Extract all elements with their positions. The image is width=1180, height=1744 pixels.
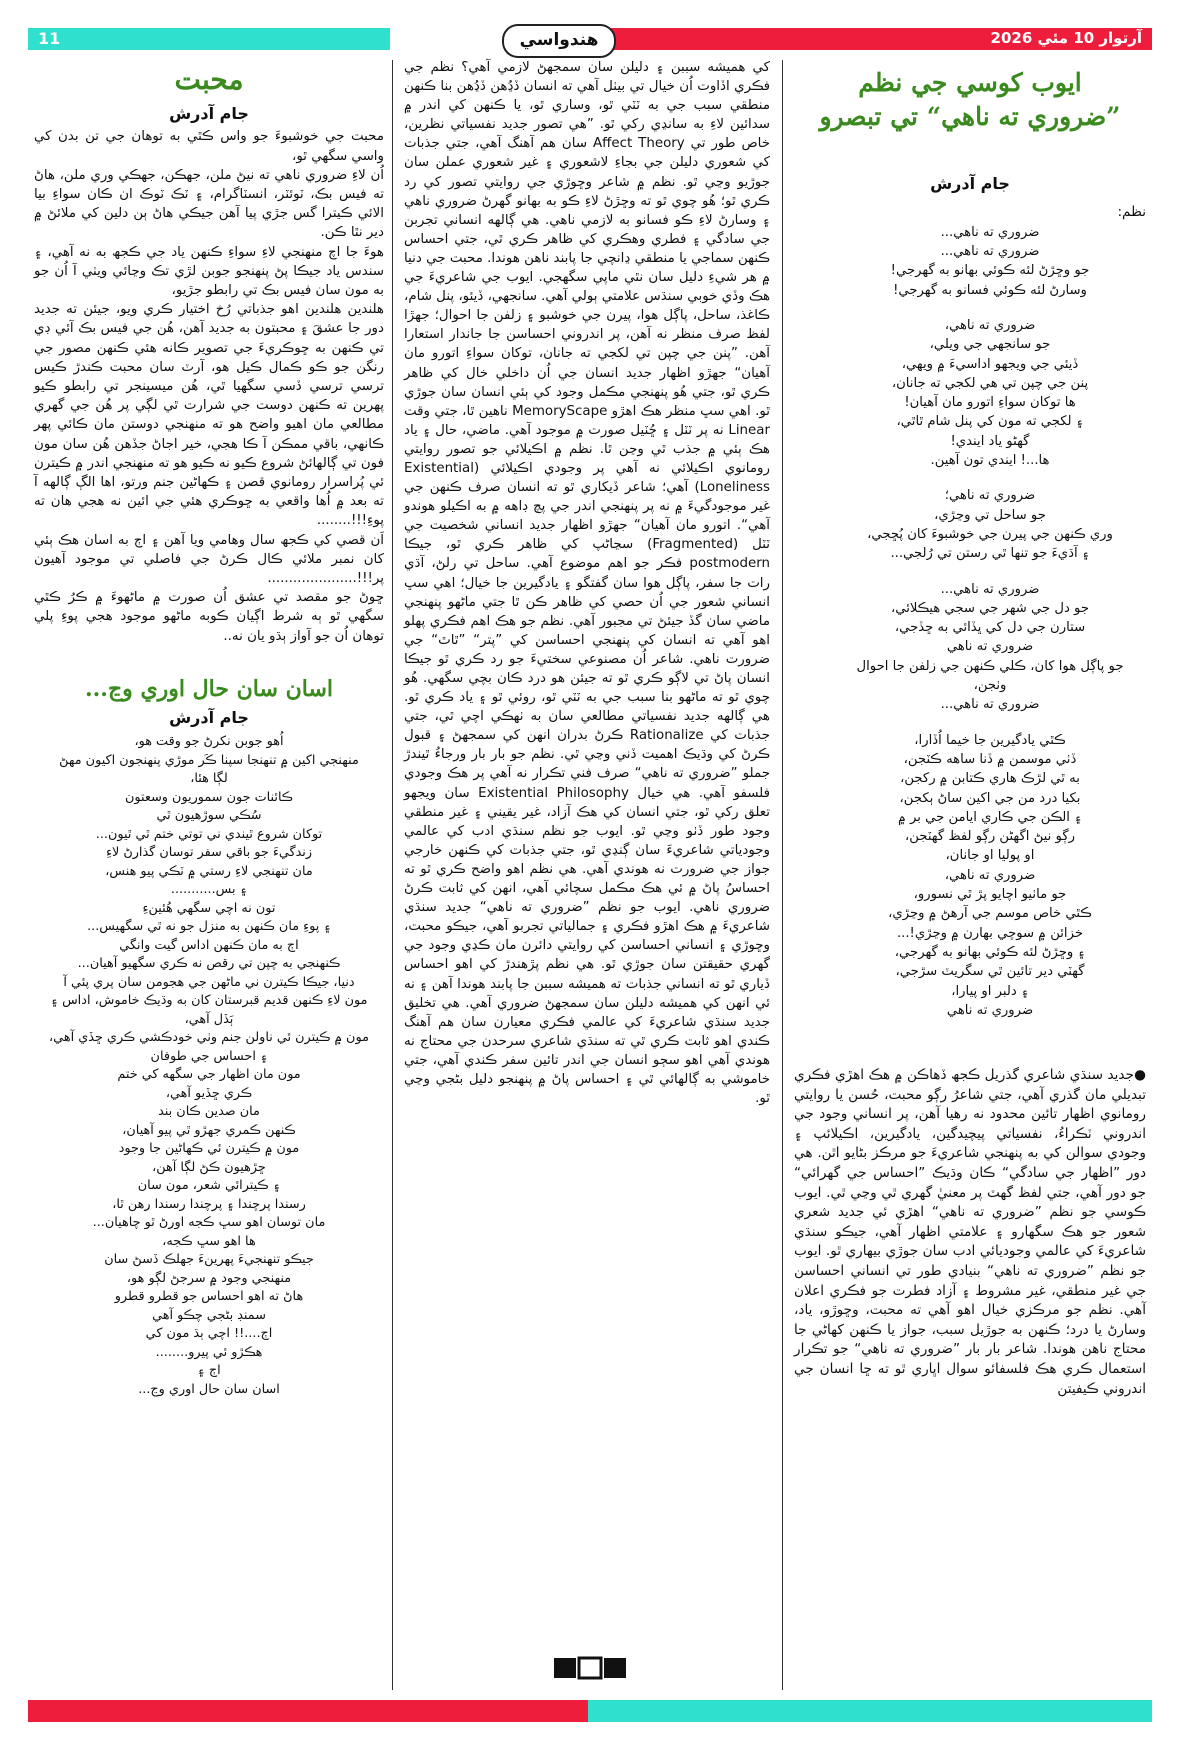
- poem: [794, 223, 1146, 1020]
- poem-line: مون لاءِ ڪنهن قديم قبرستان کان به وڌيڪ خاموش، اداس ۽: [50, 993, 368, 1009]
- poem-line: مان تنهنجي لاءِ رستي ۾ ٽڪي پيو هنس،: [105, 863, 313, 879]
- essay-body: [794, 1066, 1146, 1399]
- poem-line: اڄ ۽: [197, 1363, 221, 1379]
- poem-line: ۽ دلبر او پيارا،: [951, 983, 1029, 999]
- poem-line: مون مان اظهار جي سگهه کي ختم: [117, 1067, 301, 1083]
- poem-line: رسندا پرچندا ۽ پرچندا رسندا رهن ٿا،: [112, 1196, 306, 1212]
- paragraph: ●جديد سنڌي شاعري گذريل ڪجھ ڏهاڪن ۾ هڪ اهڙي فڪري تبديلي مان گذري آهي، جتي شاعرُ رڳو محبت، حُسن يا روايتي رومانوي اظهار تائين محدود نه رهيا آهن، پر انساني وجود جي اندروني ٽڪراءُ، نفسياتي پيچيدگين، يادگيرين، اڪيلائپ ۽ وجودي سوالن کي به پنهنجي شاعريءَ جو مرڪز بڻايو اٿن. هي دور ”اظهار جي سادگي“ ڪان وڌيڪ ”احساس جي گهرائي“ جو دور آهي، جتي لفظ گهٽ پر معنيٰ گهري ٿي وڃي ٿي. ايوب ڪوسي جو نظم ”ضروري ته ناهي“ اهڙي ئي جديد شعري شعور جو هڪ سگهارو ۽ علامتي اظهار آهي، جيڪو سنڌي شاعريءَ کي عالمي وجوديائي ادب سان جوڙي بيهاري ٿو. ايوب جو نظم ”ضروري ته ناهي“ بنيادي طور تي انساني احساسن جي غير منطقي، غير مشروط ۽ آزاد فطرت جو فڪري اعلان آهي. نظم جو مرڪزي خيال اهو آهي ته محبت، وڇوڙو، ياد، وسارڻ يا درد؛ ڪنهن به جوڙيل سبب، جواز يا ڪنهن کهاڻي جا محتاج ناهن هوندا. شاعر بار بار ”ضروري ته ناهي“ جو تڪرار استعمال ڪري هڪ فلسفائو سوال اڀاري ٿو ته ڇا انسان جي اندروني ڪيفيتن: [794, 1067, 1146, 1397]
- poem-line: ها اهو سڀ ڪجه،: [162, 1233, 256, 1249]
- poem-line: ڏيئي جي ويجهو اداسيءَ ۾ ويهي،: [901, 356, 1079, 372]
- poem-line: ستارن جي دل کي ڀڏائي به ڇڏجي،: [894, 620, 1086, 636]
- poem-line: به ٿي لڙڪ هاري ڪتابن ۾ رکجن،: [900, 771, 1080, 787]
- section-author: جام آدرش: [169, 104, 249, 123]
- poem-line: منهنجي اکين ۾ تنهنجا سپنا ڪَر موڙي پنهنجون اکيون مهڻ: [59, 752, 359, 768]
- poem-line: ضروري ته ناهي...: [940, 581, 1040, 597]
- footer-bar-right: [588, 1700, 1152, 1722]
- section-body: [34, 127, 384, 645]
- middle-column: [404, 58, 770, 1108]
- paragraph: ڇوڻ جو مقصد تي عشق اُن صورت ۾ ماڻهوءَ ۾ ڪرُ ڪٿي سگهي ٿو ٻه شرط اڳيان ڪوبه ماڻهو موجود هجي پوءِ پلي توهان اُن جو آواز ٻڌو يان نه..: [34, 590, 384, 644]
- poem-line: ڪري ڇڏيو آهي،: [165, 1085, 253, 1101]
- poem-line: اڄ....!! اچي ٻڌ مون کي: [145, 1326, 273, 1342]
- poem-line: ڪنهن ڪمري جهڙو ٿي پيو آهيان،: [122, 1122, 296, 1138]
- poem-line: گهڻو ياد ايندي!: [950, 433, 1030, 449]
- essay-continuation: [404, 58, 770, 1108]
- paragraph: کي هميشه سببن ۽ دليلن سان سمجهڻ لازمي آهي؟ نظم جي فڪري اڏاوت اُن خيال تي بيٺل آهي ته انسان ڏڍُهن ڏڍُهن بنا ڪنهن منطقي سبب جي به ٽٽي ٿو، وساري ٿو، يا ڪنهن کي اندر ۾ سدائين لاءِ به سانڍي رکي ٿو. ”هي تصور جديد نفسياتي نظرين، خاص طور تي Affect Theory سان هم آهنگ آهي، جتي جذبات کي شعوري دليلن جي بجاءِ لاشعوري ۽ غير شعوري عملن سان جوڙيو وڃي ٿو. نظم ۾ شاعر وڇوڙي جي روايتي تصور کي رد ڪري ٿو؛ هُو چوي ٿو ته وڇڙڻ لاءِ ڪو به بهانو گهرڻ ضروري ناهي ۽ وسارڻ لاءِ ڪو فسانو به لازمي ناهي. هي ڳالهه انساني تجربن جي سادگي ۽ فطري وهڪري کي ظاهر ڪري ٿي، جتي احساس ڪنهن سماجي يا منطقي ڍانچي جا پابند ناهن هوندا. محبت جي دنيا ۾ هر شيءِ دليل سان نٿي ماپي سگهجي. ايوب جي شاعريءَ جي هڪ وڏي خوبي سنڌس علامتي ٻولي آهي. سانجهي، ڏيئو، پنل شام، ڪاغذ، ساحل، پاڳل هوا، پيرن جي خوشبو ۽ زلفن جا احوال؛ جهڙا لفظ صرف منظر نه آهن، پر اندروني احساسن جا جاندار استعارا آهن. ”پنن جي چپن تي لکجي ته جانان، توکان سواءِ اتورو مان آهيان“ جهڙو اظهار جديد انسان جي اُن داخلي خال کي ظاهر ڪري ٿو، جتي هُو پنهنجي مڪمل وجود کي ٻئي انسان سان جوڙي ٿو. اهي سڀ منظر هڪ اهڙو MemoryScape ناهين ٿا، جتي وقت Linear نه پر ٽٽل ۽ ڇُٽيل صورت ۾ موجود آهي. ماضي، حال ۽ ياد هڪ ٻئي ۾ جذب ٿي وڃن ٿا. نظم ۾ اڪيلائي جو تصور روايتي رومانوي اڪيلائي نه آهي پر وجودي اڪيلائي (Existential Loneliness) آهي؛ شاعر ڏيکاري ٿو ته انسان صرف ڪنهن جي غير موجودگيءَ ۾ نه پر پنهنجي اندر جي پچ ڊاهه ۾ به اڪيلو هوندو آهي“. اتورو مان آهيان“ جهڙو اظهار جديد انساني شخصيت جي ٽٽل (Fragmented) سڃاڻپ کي ظاهر ڪري ٿو، جيڪا postmodern فڪر جو اهم موضوع آهي. ساحل تي رلڻ، آڌي رات جا سفر، پاڳل هوا سان گفتگو ۽ يادگيرين جا خيال؛ اهي سڀ انساني شعور جي اُن حصي کي ظاهر ڪن ٿا جتي ماڻهو پنهنجي ماضي سان گڏ جيئڻ تي مجبور آهي. نظم جو هڪ اهم فڪري پهلو اهو آهي ته انسان کي پنهنجي احساسن کي ”پتر“ ”ٿاٿ“ جي ضرورت ناهي. شاعر اُن مصنوعي سختيءَ جو رد ڪري ٿو جيڪا انسان پاڻ تي لاڳو ڪري ٿو ته جيئن هو درد ڪان بچي سگهي. هُو چوي ٿو ته ماڻهو بنا سبب جي به ٽٽي ٿو، روئي ٿو ۽ ياد ڪري ٿو. هي ڳالهه جديد نفسياتي مطالعي سان به ٺهڪي اچي ٿي، جتي جذبات کي Rationalize ڪرڻ بدران انهن کي سمجهڻ ۽ قبول ڪرڻ کي وڌيڪ اهميت ڏني وڃي ٿي. نظم جو بار بار ورجاءُ ٿيندڙ جملو ”ضروري ته ناهي“ صرف فني تڪرار نه آهي پر هڪ وجودي فلسفو آهي. هي خيال Existential Philosophy سان ويجهو تعلق رکي ٿو، جتي انسان کي هڪ آزاد، غير يقيني ۽ غير منطقي وجود طور ڏٺو وڃي ٿو. ايوب جو نظم سنڌي ادب کي عالمي وجودياتي شاعريءَ سان ڳنڍي ٿو، جتي جذبات کي ڪنهن خارجي جواز جي ضرورت نه هوندي آهي. هي نظم اهو واضح ڪري ٿو ته احساسُ پاڻ ۾ ئي هڪ مڪمل سچائي آهي، انهن کي ثابت ڪرڻ ضروري ناهي. ايوب جو نظم ”ضروري ته ناهي“ جديد سنڌي شاعريءَ ۾ هڪ اهڙو فڪري ۽ جمالياتي تجربو آهي، جيڪو محبت، وڇوڙي ۽ انساني احساسن کي روايتي دائرن مان ڪڍي وجود جي گهري حقيقتن سان جوڙي ٿو. هي نظم پڙهندڙ کي اهو احساس ڏياري ٿو ته انساني جذبات ته هميشه سببن جا پابند هوندا آهن ۽ نه ئي انهن کي هميشه دليلن سان سمجهڻ ضروري آهي. هي تخليق جديد سنڌي شاعريءَ کي عالمي فڪري معيارن سان هم آهنگ ڪندي اهو ثابت ڪري ٿي ته سنڌي شاعري سرحدن جي محتاج نه هوندي آهي اهو سڄو انسان جي اندر تائين سفر ڪندي آهي، جتي خاموشي به ڳالهائي ٿي ۽ احساس پاڻ ۾ پنهنجو دليل بڻجي وڃي ٿو.: [404, 60, 771, 1107]
- poem-line: وٺجن،: [973, 678, 1007, 694]
- poem-line: مون ۾ ڪيترن ئي ڪهاڻين جا وجود: [118, 1141, 300, 1157]
- column-divider: [782, 60, 783, 1690]
- poem-line: ۽ وڇڙڻ لئه ڪوئي بهانو به گهرجي،: [894, 944, 1086, 960]
- poem-line: رڳو نيڻ اگهڻن رڳو لفظ گهٽجن،: [905, 829, 1075, 845]
- poem-line: ها توکان سواءِ اتورو مان آهيان!: [904, 395, 1076, 411]
- poem-line: جو ماٺيو اچايو پڙ ٿي نسورو،: [913, 887, 1067, 903]
- poem-line: جو وڇڙڻ لئه ڪوئي بهانو به گهرجي!: [890, 263, 1090, 279]
- header-bar-left: [28, 28, 390, 50]
- poem-line: گهٽي دير تائين ٿي سگريٽ سڙجي،: [895, 964, 1085, 980]
- poem-line: ضروري ته ناهي...: [940, 244, 1040, 260]
- footer-bar-left: [28, 1700, 588, 1722]
- poem-line: ۽ بس...........: [170, 882, 248, 898]
- poem-line: اُهو جوبن نکرڻ جو وقت هو،: [134, 734, 284, 750]
- poem-line: پنن جي چپن تي هي لکجي ته جانان،: [891, 375, 1089, 391]
- poem-line: هاڻ ته اهو احساس جو قطرو قطرو: [114, 1289, 304, 1305]
- stanza-gap: [834, 715, 1146, 731]
- poem-line: ڪنهنجي به چپن تي رقص نه ڪري سگهيو آهيان...: [77, 956, 341, 972]
- stanza-gap: [834, 300, 1146, 316]
- right-column: [794, 66, 1146, 1399]
- paragraph: اُن لاءِ ضروري ناهي ته نيڻ ملن، جهڪن، جهڪي وري ملن، هاڻ ته فيس بڪ، ٽوئٽر، انسٽاگرام، ۽ ٽڪ ٽوڪ ان ڪان سواءِ بيا الائي ڪيترا گس جڙي پيا آهن جيڪي هاڻ ٻن دلين کي ملائڻ ۾ دير نٿا ڪن.: [34, 167, 384, 241]
- poem-line: جو پاڳل هوا کان، ڪلي ڪنهن جي زلفن جا احوال: [856, 658, 1124, 674]
- poem-line: مان صدين ڪان بند: [158, 1104, 260, 1120]
- poem-line: لڳا هئا،: [190, 771, 228, 787]
- poem-line: دنيا، جيڪا ڪيترن ني ماڻهن جي هجومن سان پري پئي آ: [63, 974, 355, 990]
- paragraph: هوءَ جا اچ منهنجي لاءِ سواءِ ڪنهن ياد جي ڪجھ به نه آهي، ۽ سندس ياد جيڪا پڻ پنهنجو جوبن لڙي تڪ وڃائي ويٺي آ اُن جو به مون سان فيس بڪ تي رابطو جڙيو،: [34, 244, 384, 299]
- poem-line: ضروري ته ناهي؛: [944, 488, 1036, 504]
- paragraph: هلندين هلندين اهو جذباتي رُخ اختيار ڪري ويو، جيئن ته جديد دور جا عشقَ ۽ محبتون به جديد آهن، هُن جي فيس بڪ آئي ڊي تي ڪنهن به ڇوڪريءَ جي تصوير ڪانه هئي ڪنهن مصور جي رنگن جو ڪو ڪمال ڪيل هو، آرٽ سان محبت ڪندڙ ڪيس ترسي ترسي ڏسي سگهيا ٿي، هُن ميسينجر تي رابطو ڪيو پهرين ته ڪنهن دوست جي شرارت ٿي لڳي پر هُن جي گهري مطالعي مان اهيو واضح هو ته منهنجي دوستن مان ڪائي پهر ڪانهي، باقي ممڪن آ ڪا هجي، خير اجاڻ جڏهن هُن سان مون فون تي ڳالهائڻ شروع ڪيو نه ڪيو هو ته منهنجي اندر ۾ ڪيترن ئي پُراسرار رومانوي قصن ۽ ڪهاڻين جنم ورتو، اها الڳ ڳالهه آ ته بعد ۾ اُها واقعي به ڇوڪري هئي جي ائين نه هجي هان ته پوءِ!!!........: [34, 302, 384, 529]
- section-title-poem: اسان سان حال اوري وڃ...: [84, 675, 333, 702]
- poem-line: وسارڻ لئه ڪوئي فسانو به گهرجي!: [893, 282, 1087, 298]
- poem-line: سمنڊ بڻجي چڪو آهي: [152, 1307, 266, 1323]
- section-title-mohabbat: محبت: [174, 63, 244, 96]
- poem-line: ٻَڏل آهي،: [184, 1011, 234, 1027]
- poem-line: ۽ احساس جي طوفان: [150, 1048, 268, 1064]
- poem-line: هڪڙو ئي پيرو........: [155, 1344, 263, 1360]
- poem-line: ۽ پوءِ مان ڪنهن به منزل جو نه ٿي سگهيس...: [87, 919, 331, 935]
- poem-line: وري ڪنهن جي پيرن جي خوشبوءَ کان پُڇجي،: [867, 526, 1113, 542]
- poem-line: جو ساحل تي وڃڙي،: [934, 507, 1046, 523]
- article-title-line1: ايوب کوسي جي نظم: [858, 68, 1082, 97]
- paragraph: محبت جي خوشبوءَ جو واس ڪٿي به توهان جي تن بدن کي واسي سگهي ٿو،: [34, 129, 384, 164]
- poem-line: او پوليا او جانان،: [945, 848, 1035, 864]
- article-author: جام آدرش: [930, 174, 1010, 193]
- poem: [34, 733, 384, 1399]
- stanza-gap: [834, 470, 1146, 486]
- poem-line: ضروري ته ناهي...: [940, 224, 1040, 240]
- poem-line: ۽ لکجي ته مون کي پنل شام ٿاٿي،: [896, 414, 1084, 430]
- poem-line: ضروري ته ناهي...: [940, 697, 1040, 713]
- page-number: 11: [38, 29, 61, 48]
- poem-line: ضروري ته ناهي،: [944, 867, 1036, 883]
- poem-line: ۽ آڌيءَ جو تنها ٿي رستن تي رُلجي...: [890, 546, 1090, 562]
- poem-line: جيڪو تنهنجيءَ پهرينءَ جهلڪ ڏسڻ سان: [104, 1252, 314, 1268]
- left-column: [34, 62, 384, 1399]
- poem-line: خزائن ۾ سوچي بهارن ۾ وڃڙي!...: [896, 925, 1084, 941]
- header-bar-right: [550, 28, 1152, 50]
- stanza-gap: [834, 564, 1146, 580]
- poem-line: اسان سان حال اوري وڃ...: [138, 1381, 280, 1397]
- poem-line: جو دل جي شهر جي سجي هيڪلائي،: [891, 600, 1089, 616]
- poem-line: ضروري ته ناهي: [946, 639, 1034, 655]
- poem-line: ضروري ته ناهي: [946, 1002, 1034, 1018]
- poem-line: مون ۾ ڪيترن ئي ناولن جنم وٺي خودڪشي ڪري ڇڏي آهي،: [49, 1030, 369, 1046]
- poem-line: مان توسان اهو سڀ ڪجه اورڻ ٿو چاهيان...: [92, 1215, 326, 1231]
- newspaper-masthead-logo: هندواسي: [502, 24, 616, 58]
- issue-date: آرتوار 10 مئي 2026: [990, 29, 1142, 47]
- poem-line: تون نه اچي سگهي هُئينءِ: [142, 900, 276, 916]
- poem-line: جو سانجهي جي ويلي،: [929, 337, 1051, 353]
- poem-line: توکان شروع ٿيندي ني توتي ختم ٿي ٿيون...: [95, 826, 323, 842]
- poem-line: بکيا درد من جي اکين ساڻ ٻکجن،: [899, 790, 1081, 806]
- poem-line: ڪٿي خاص موسم جي آرهڻ ۾ وڃڙي،: [888, 906, 1092, 922]
- poem-line: ڇڙهيون ڪڻ لڳا آهن،: [152, 1159, 266, 1175]
- poem-line: ۽ الڪن جي ڪاري ايامن جي بر ۾: [898, 809, 1082, 825]
- paragraph: اَن قصي کي ڪجھ سال وهامي ويا آهن ۽ اڄ به اسان هڪ ٻئي کان نمبر ملائي ڪال ڪرڻ جي فاصلي تي موجود آهيون پر!!!.....................: [34, 532, 384, 587]
- footer-bar: [28, 1700, 1152, 1722]
- poem-line: ضروري ته ناهي،: [944, 318, 1036, 333]
- poem-line: ها...! ايندي تون آهين.: [930, 453, 1050, 469]
- poem-label: نظم:: [1117, 204, 1146, 221]
- poem-line: سُڪي سوڙهيون ٿي: [156, 808, 262, 824]
- footer-ornament-icon: [552, 1656, 628, 1680]
- section-author: جام آدرش: [169, 707, 249, 727]
- poem-line: ۽ ڪيترائي شعر، مون سان: [137, 1178, 281, 1194]
- poem-line: ڏٺي موسمن ۾ ڏنا ساهه ڪٽجن،: [903, 751, 1077, 767]
- poem-line: ڪٿي يادگيرين جا خيما اُڏارا،: [914, 732, 1066, 748]
- article-title-line2: ”ضروري ته ناهي“ تي تبصرو: [819, 102, 1121, 131]
- poem-line: ڪائنات جون سموريون وسعتون: [125, 789, 293, 805]
- poem-line: زندگيءَ جو باقي سفر توسان گذارڻ لاءِ: [105, 845, 313, 861]
- poem-line: اڄ به مان ڪنهن اداس گيت وانگي: [119, 937, 299, 953]
- poem-line: منهنجي وجود ۾ سرجڻ لڳو هو،: [126, 1270, 292, 1286]
- column-divider: [392, 60, 393, 1690]
